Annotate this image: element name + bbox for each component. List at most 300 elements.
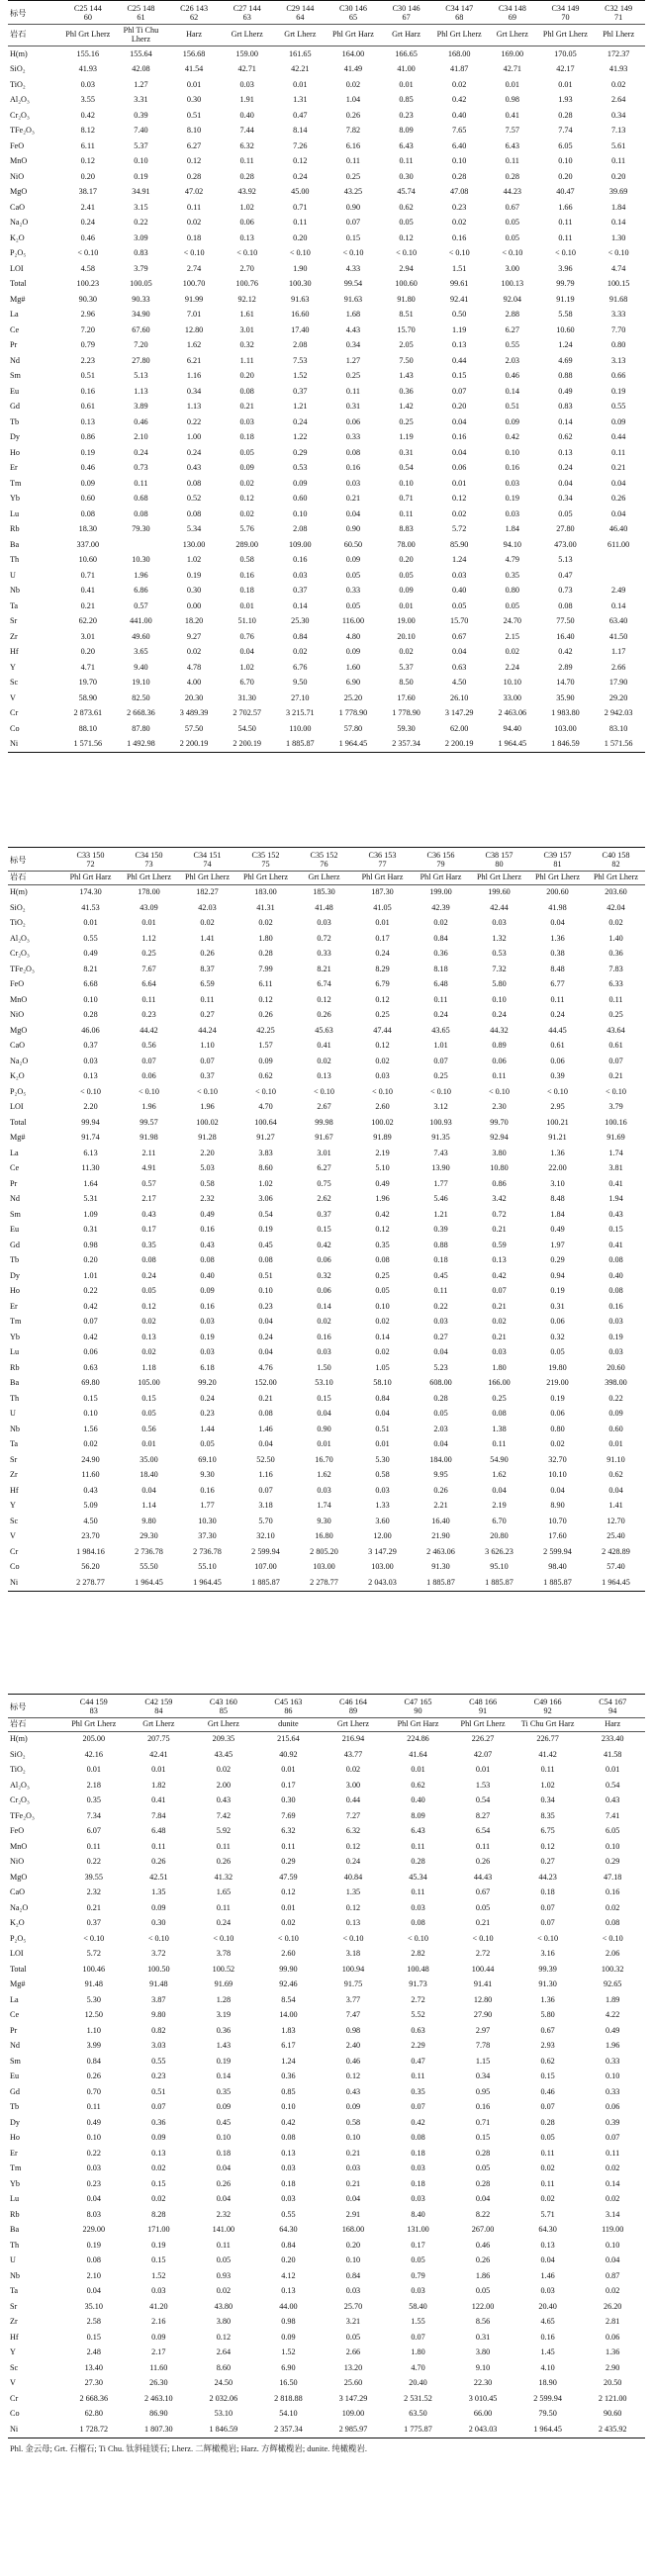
value-cell: 2 278.77 (61, 1575, 120, 1591)
value-cell: 130.00 (182, 539, 206, 549)
element-label: Na₂O (10, 1056, 29, 1065)
rock-type: Phl Grt Lherz (432, 25, 486, 46)
value-cell: 78.00 (397, 539, 416, 549)
value-cell: 2.16 (151, 2317, 166, 2327)
value-cell: 0.36 (608, 949, 623, 959)
value-cell: 0.11 (151, 1841, 166, 1851)
value-cell: 1.96 (606, 2041, 620, 2051)
value-cell: 41.58 (603, 1749, 622, 1759)
value-cell: 2 668.36 (79, 2393, 109, 2403)
value-cell: 0.12 (258, 994, 273, 1004)
value-cell: 155.16 (76, 48, 100, 58)
value-cell: 0.08 (375, 1255, 390, 1265)
value-cell: 4.10 (540, 2362, 555, 2372)
value-cell: 0.16 (317, 1332, 331, 1341)
value-cell: 4.50 (452, 678, 467, 688)
value-cell: 42.44 (490, 902, 509, 912)
value-cell: 0.05 (540, 2133, 555, 2143)
sample-id: C36 156 (426, 851, 455, 860)
value-cell: 0.93 (216, 2270, 232, 2280)
sample-id-header (412, 848, 470, 872)
table-row (8, 1575, 645, 1591)
element-label: Tm (10, 478, 22, 488)
value-cell: 0.12 (375, 1041, 390, 1051)
table-row (8, 384, 645, 400)
value-cell: 100.02 (196, 1117, 219, 1127)
value-cell: 2 428.89 (602, 1546, 630, 1556)
element-label: Th (10, 2240, 20, 2250)
table-block-1 (8, 0, 645, 847)
value-cell: 0.09 (151, 1902, 166, 1912)
value-cell: 1.02 (186, 555, 202, 565)
sample-number: 83 (89, 1706, 98, 1715)
value-cell: 2 463.06 (498, 708, 527, 718)
value-cell: 0.21 (345, 2148, 361, 2158)
value-cell: 205.00 (82, 1734, 106, 1744)
table-row (8, 261, 645, 277)
value-cell: 1 984.16 (76, 1546, 105, 1556)
table-row (8, 1407, 645, 1423)
value-cell: 0.08 (345, 447, 361, 457)
value-cell: 0.27 (200, 1010, 215, 1020)
value-cell: 0.35 (141, 1240, 156, 1249)
value-cell: 0.11 (399, 156, 414, 166)
value-cell: < 0.10 (197, 1086, 218, 1096)
element-label: P₂O₅ (10, 248, 27, 258)
element-label: MgO (10, 1872, 28, 1882)
element-label: H(m) (10, 887, 28, 897)
value-cell: 98.40 (548, 1562, 567, 1572)
element-label: Y (10, 1501, 16, 1511)
value-cell: 1.62 (317, 1470, 331, 1480)
value-cell: 16.50 (279, 2378, 298, 2388)
value-cell: 99.57 (140, 1117, 158, 1127)
value-cell: 0.28 (83, 1010, 98, 1020)
value-cell: 0.28 (540, 2117, 555, 2127)
value-cell: 1.65 (216, 1887, 232, 1897)
value-cell: 51.10 (237, 616, 256, 626)
value-cell: 63.50 (409, 2409, 427, 2419)
value-cell: 5.13 (558, 555, 573, 565)
value-cell: 156.68 (182, 48, 206, 58)
element-label: V (10, 2378, 16, 2388)
value-cell: 0.02 (83, 1439, 98, 1449)
value-cell: 170.05 (554, 48, 577, 58)
value-cell: 0.19 (216, 2056, 232, 2066)
value-cell: 0.36 (433, 949, 448, 959)
value-cell: 0.37 (83, 1041, 98, 1051)
rock-type: Grt Lherz (486, 25, 539, 46)
value-cell: 2.19 (375, 1148, 390, 1157)
value-cell: 0.06 (550, 1056, 565, 1065)
value-cell: 107.00 (254, 1562, 277, 1572)
table-row (8, 1100, 645, 1116)
table-row (8, 369, 645, 385)
rock-type: Phl Grt Harz (353, 872, 412, 885)
value-cell: 0.60 (293, 494, 308, 504)
value-cell: 0.17 (141, 1225, 156, 1235)
value-cell: 0.84 (86, 2056, 101, 2066)
value-cell: 1.04 (345, 95, 361, 105)
value-cell: 0.57 (141, 1178, 156, 1188)
value-cell: 1.19 (452, 324, 467, 334)
value-cell: 0.22 (86, 1857, 101, 1867)
value-cell: 0.08 (411, 2133, 425, 2143)
value-cell: 0.72 (317, 933, 331, 943)
value-cell: 91.35 (431, 1133, 450, 1143)
value-cell: 46.06 (81, 1025, 100, 1035)
value-cell: 34.91 (132, 187, 150, 197)
element-label: MgO (10, 187, 28, 197)
table-row (8, 1115, 645, 1131)
table-row (8, 1069, 645, 1085)
value-cell: 0.84 (433, 933, 448, 943)
value-cell: 41.05 (373, 902, 392, 912)
value-cell: 15.70 (449, 616, 469, 626)
value-cell: 25.60 (343, 2378, 363, 2388)
value-cell: 3.60 (375, 1516, 390, 1525)
value-cell: 199.00 (429, 887, 452, 897)
table-row (8, 1560, 645, 1576)
value-cell: 91.41 (473, 1979, 493, 1989)
value-cell: 5.61 (610, 140, 626, 150)
value-cell: 1.68 (345, 310, 361, 320)
value-cell: 0.30 (186, 586, 202, 596)
value-cell: 0.68 (134, 494, 148, 504)
value-cell: 0.05 (375, 1286, 390, 1296)
value-cell: 199.60 (488, 887, 511, 897)
table-row (8, 2254, 645, 2269)
value-cell: 0.49 (200, 1209, 215, 1219)
table-row (8, 916, 645, 932)
element-label: TiO₂ (10, 1765, 26, 1775)
value-cell: 0.46 (80, 463, 95, 473)
value-cell: 8.14 (293, 126, 308, 136)
value-cell: 0.02 (200, 918, 215, 928)
value-cell: < 0.10 (607, 248, 629, 258)
value-cell: 168.00 (341, 2225, 365, 2235)
value-cell: 219.00 (546, 1378, 569, 1388)
value-cell: < 0.10 (372, 1086, 393, 1096)
value-cell: 2.97 (475, 2025, 491, 2035)
value-cell: 0.02 (258, 918, 273, 928)
value-cell: 0.22 (86, 2148, 101, 2158)
value-cell: 0.12 (345, 1841, 361, 1851)
table-row (8, 1992, 645, 2008)
value-cell: 58.90 (78, 692, 98, 702)
value-cell: < 0.10 (602, 1933, 623, 1943)
value-cell: 0.55 (505, 340, 519, 350)
value-cell: 0.29 (606, 1857, 620, 1867)
value-cell: 90.60 (603, 2409, 622, 2419)
value-cell: 185.30 (313, 887, 335, 897)
rock-type: Phl Grt Lherz (587, 872, 645, 885)
table-row (8, 660, 645, 676)
value-cell: 0.43 (216, 1795, 232, 1805)
value-cell: 0.80 (610, 340, 626, 350)
value-cell: 1.35 (345, 1887, 361, 1897)
value-cell: 100.64 (254, 1117, 277, 1127)
value-cell: 1.84 (505, 524, 519, 534)
value-cell: 58.10 (373, 1378, 392, 1388)
value-cell: 100.02 (371, 1117, 394, 1127)
value-cell: 10.80 (490, 1163, 509, 1173)
rock-type: Phl Grt Lherz (178, 872, 236, 885)
value-cell: 0.05 (475, 1902, 491, 1912)
value-cell: 9.27 (186, 631, 202, 641)
value-cell: 39.55 (84, 1872, 103, 1882)
value-cell: 88.10 (78, 723, 98, 733)
value-cell: 3.01 (317, 1148, 331, 1157)
value-cell: 9.10 (475, 2362, 491, 2372)
value-cell: 7.70 (610, 324, 626, 334)
rock-type: Grt Harz (380, 25, 433, 46)
value-cell: 0.51 (258, 1270, 273, 1280)
value-cell: 29.30 (140, 1531, 158, 1541)
value-cell: 2.11 (141, 1148, 156, 1157)
value-cell: 99.54 (343, 279, 363, 289)
element-label: Na₂O (10, 218, 29, 228)
value-cell: 1.12 (141, 933, 156, 943)
value-cell: 0.41 (80, 586, 95, 596)
value-cell: 0.30 (151, 1918, 166, 1928)
value-cell: 0.28 (475, 2148, 491, 2158)
value-cell: 0.04 (258, 1439, 273, 1449)
table-row (8, 1452, 645, 1468)
value-cell: 2.90 (606, 2362, 620, 2372)
element-label: U (10, 1409, 16, 1419)
value-cell: 10.60 (556, 324, 575, 334)
element-label: Nd (10, 355, 21, 365)
value-cell: 0.28 (505, 171, 519, 181)
value-cell: 182.27 (196, 887, 219, 897)
sample-number: 72 (86, 860, 95, 869)
value-cell: 0.04 (258, 1347, 273, 1357)
value-cell: 174.30 (79, 887, 102, 897)
rock-type: Phl Ti Chu Lherz (115, 25, 168, 46)
element-label: NiO (10, 1010, 25, 1020)
sample-number: 75 (261, 860, 270, 869)
value-cell: 0.11 (216, 1902, 231, 1912)
value-cell: 5.30 (375, 1454, 390, 1464)
value-cell: 17.40 (291, 324, 310, 334)
value-cell: 39.69 (608, 187, 628, 197)
value-cell: 0.08 (86, 2255, 101, 2265)
value-cell: 1.50 (317, 1362, 331, 1372)
value-cell: 0.09 (399, 586, 414, 596)
value-cell: 3.00 (345, 1780, 361, 1790)
value-cell: 0.05 (141, 1409, 156, 1419)
value-cell: 0.10 (375, 1301, 390, 1311)
value-cell: 7.01 (186, 310, 202, 320)
table-row (8, 230, 645, 246)
value-cell: 92.04 (503, 294, 522, 304)
value-cell: 0.03 (433, 1317, 448, 1327)
element-label: Sr (10, 616, 18, 626)
table-row (8, 2346, 645, 2361)
value-cell: 5.52 (411, 2010, 425, 2020)
rock-type: dunite (256, 1718, 322, 1732)
value-cell: 3.21 (345, 2317, 361, 2327)
value-cell: 2 985.97 (321, 2422, 386, 2438)
rock-type: Grt Lherz (321, 1718, 386, 1732)
value-cell: 152.00 (254, 1378, 277, 1388)
value-cell: 2.20 (200, 1148, 215, 1157)
value-cell: 0.24 (216, 1918, 232, 1928)
value-cell: 2.40 (345, 2041, 361, 2051)
value-cell: 0.18 (186, 232, 202, 242)
element-label: Ta (10, 1439, 19, 1449)
value-cell: 0.05 (399, 570, 414, 580)
sample-label-header: 标号 (8, 1695, 61, 1718)
value-cell: 0.26 (258, 1010, 273, 1020)
value-cell: 2.82 (411, 1949, 425, 1959)
value-cell: 100.30 (289, 279, 312, 289)
value-cell: 0.37 (293, 586, 308, 596)
value-cell: 0.37 (317, 1209, 331, 1219)
value-cell: 2.08 (293, 340, 308, 350)
sample-id-header (236, 848, 295, 872)
rock-type: Phl Grt Lherz (470, 872, 528, 885)
value-cell: 4.70 (411, 2362, 425, 2372)
value-cell: 2 121.00 (598, 2393, 627, 2403)
sample-number: 76 (320, 860, 328, 869)
value-cell: 0.08 (606, 1918, 620, 1928)
element-label: Sc (10, 678, 19, 688)
value-cell: 3.09 (134, 232, 148, 242)
value-cell: < 0.10 (342, 1933, 364, 1943)
value-cell: 4.91 (141, 1163, 156, 1173)
value-cell: 32.10 (256, 1531, 275, 1541)
value-cell: 184.00 (429, 1454, 452, 1464)
value-cell: 18.20 (184, 616, 204, 626)
value-cell: 41.31 (256, 902, 275, 912)
value-cell: 0.04 (610, 508, 626, 518)
value-cell: 0.12 (399, 232, 414, 242)
value-cell: 6.70 (492, 1516, 507, 1525)
value-cell: 91.48 (84, 1979, 103, 1989)
value-cell: 47.08 (449, 187, 469, 197)
value-cell: 1.41 (200, 933, 215, 943)
value-cell: 1.01 (83, 1270, 98, 1280)
sample-id: C34 148 (498, 4, 526, 13)
value-cell: 0.31 (83, 1225, 98, 1235)
value-cell: 0.88 (433, 1240, 448, 1249)
value-cell: 0.59 (492, 1240, 507, 1249)
value-cell: 0.57 (134, 600, 148, 610)
value-cell: 0.24 (80, 218, 95, 228)
value-cell: 0.98 (345, 2025, 361, 2035)
sample-id: C46 164 (338, 1698, 367, 1706)
value-cell: 0.03 (608, 1317, 623, 1327)
value-cell: 2.23 (80, 355, 95, 365)
value-cell: 2.64 (216, 2347, 232, 2357)
value-cell: 0.09 (281, 2332, 296, 2342)
value-cell: 0.08 (608, 1286, 623, 1296)
value-cell: 91.63 (343, 294, 363, 304)
value-cell: 1 964.45 (587, 1575, 645, 1591)
element-label: Yb (10, 1332, 21, 1341)
table-row (8, 1778, 645, 1794)
value-cell: 0.07 (608, 1056, 623, 1065)
value-cell: 0.18 (216, 2148, 232, 2158)
value-cell: 4.76 (258, 1362, 273, 1372)
value-cell: 0.13 (452, 340, 467, 350)
value-cell: 0.84 (345, 2270, 361, 2280)
value-cell: 43.45 (214, 1749, 233, 1759)
value-cell: 37.30 (198, 1531, 217, 1541)
rock-type: Phl Grt Harz (61, 872, 120, 885)
table-row (8, 2360, 645, 2376)
value-cell: 5.80 (492, 979, 507, 989)
value-cell: 0.09 (200, 1286, 215, 1296)
value-cell: 0.41 (317, 1041, 331, 1051)
value-cell: 2.19 (492, 1501, 507, 1511)
value-cell: 2.95 (550, 1102, 565, 1112)
value-cell: 2 043.03 (353, 1575, 412, 1591)
value-cell: 0.40 (452, 110, 467, 120)
table-row (8, 1238, 645, 1253)
sample-id: C26 143 (180, 4, 209, 13)
value-cell: 1.18 (141, 1362, 156, 1372)
value-cell: 0.54 (606, 1780, 620, 1790)
value-cell: 0.19 (134, 171, 148, 181)
table-row (8, 2391, 645, 2407)
value-cell: 209.35 (212, 1734, 235, 1744)
value-cell: 178.00 (138, 887, 160, 897)
value-cell: 1 571.56 (592, 737, 645, 753)
value-cell: 7.69 (281, 1810, 296, 1820)
value-cell: 0.14 (317, 1301, 331, 1311)
sample-number: 64 (296, 13, 305, 22)
element-label: Dy (10, 1270, 21, 1280)
value-cell: 2 702.57 (233, 708, 262, 718)
element-label: P₂O₅ (10, 1086, 27, 1096)
value-cell: 0.26 (433, 1485, 448, 1495)
value-cell: 8.35 (540, 1810, 555, 1820)
value-cell: 0.62 (558, 432, 573, 442)
value-cell: 0.13 (492, 1255, 507, 1265)
value-cell: 0.51 (375, 1424, 390, 1433)
value-cell: 0.35 (375, 1240, 390, 1249)
value-cell: 44.23 (503, 187, 522, 197)
element-label: Rb (10, 2209, 20, 2219)
value-cell: 0.61 (80, 402, 95, 412)
value-cell: < 0.10 (314, 1086, 334, 1096)
value-cell: 9.50 (293, 678, 308, 688)
value-cell: 0.25 (375, 1010, 390, 1020)
value-cell: 5.31 (83, 1194, 98, 1204)
value-cell: 1 885.87 (274, 737, 327, 753)
value-cell: 1.42 (399, 402, 414, 412)
element-label: Ni (8, 1575, 61, 1591)
value-cell: 473.00 (554, 539, 577, 549)
table-row (8, 1360, 645, 1376)
value-cell: 0.09 (608, 1409, 623, 1419)
value-cell: 0.71 (399, 494, 414, 504)
table-row (8, 2407, 645, 2423)
value-cell: 66.00 (473, 2409, 493, 2419)
value-cell: 1.02 (258, 1178, 273, 1188)
table-row (8, 1855, 645, 1871)
table-row (8, 1931, 645, 1947)
value-cell: 0.05 (399, 218, 414, 228)
value-cell: 1 846.59 (191, 2422, 256, 2438)
value-cell: 169.00 (501, 48, 524, 58)
value-cell: 0.34 (558, 494, 573, 504)
value-cell: 0.63 (83, 1362, 98, 1372)
value-cell: 0.05 (505, 600, 519, 610)
